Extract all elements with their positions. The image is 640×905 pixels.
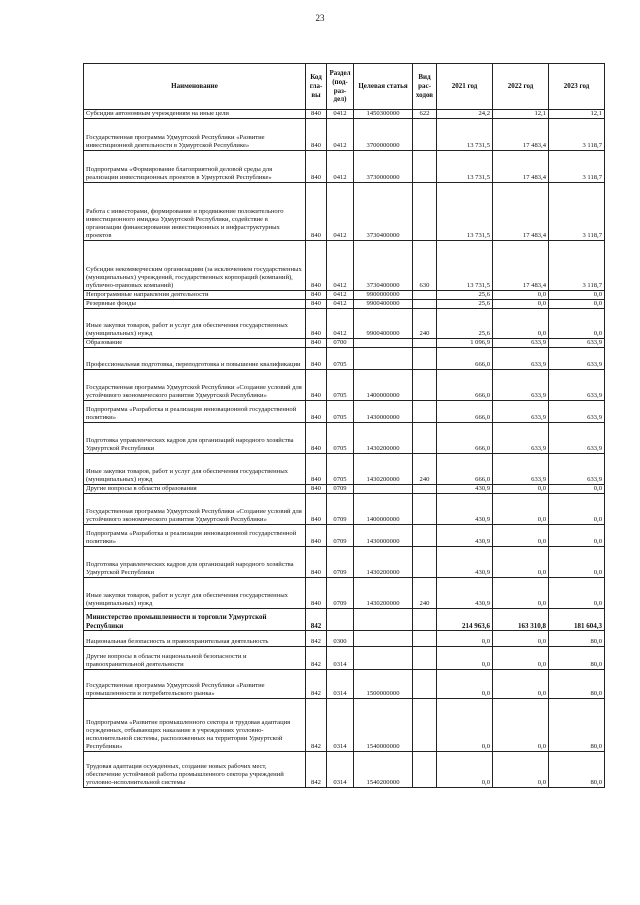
cell-v2023: 3 118,7 xyxy=(549,240,605,290)
cell-glava: 840 xyxy=(306,110,327,119)
cell-razdel: 0705 xyxy=(327,422,354,453)
table-row xyxy=(84,347,605,369)
cell-razdel: 0705 xyxy=(327,453,354,484)
cell-glava: 840 xyxy=(306,577,327,608)
cell-vid xyxy=(413,493,437,524)
cell-v2022: 633,9 xyxy=(493,453,549,484)
cell-v2022: 0,0 xyxy=(493,299,549,308)
cell-razdel: 0314 xyxy=(327,669,354,698)
cell-v2021: 214 963,6 xyxy=(437,608,493,630)
table-row xyxy=(84,400,605,422)
cell-target: 3730000000 xyxy=(354,150,413,182)
cell-v2021: 430,9 xyxy=(437,484,493,493)
table-row xyxy=(84,110,605,119)
cell-name: Государственная программа Удмуртской Республики «Создание условий для устойчивого экономического развития Удмуртской Республики» xyxy=(84,369,306,400)
cell-name: Подпрограмма «Разработка и реализация инновационной государственной политики» xyxy=(84,400,306,422)
cell-v2022: 0,0 xyxy=(493,524,549,546)
table-header-row xyxy=(84,64,605,110)
cell-glava: 840 xyxy=(306,422,327,453)
cell-glava: 840 xyxy=(306,182,327,240)
cell-v2021: 666,0 xyxy=(437,453,493,484)
cell-glava: 840 xyxy=(306,290,327,299)
table-row xyxy=(84,546,605,577)
cell-name: Непрограммные направления деятельности xyxy=(84,290,306,299)
cell-razdel xyxy=(327,608,354,630)
cell-target: 3730400000 xyxy=(354,182,413,240)
header-2023: 2023 год xyxy=(549,64,605,110)
table-row xyxy=(84,118,605,150)
cell-v2021: 666,0 xyxy=(437,347,493,369)
cell-v2022: 17 483,4 xyxy=(493,240,549,290)
cell-name: Другие вопросы в области образования xyxy=(84,484,306,493)
cell-razdel: 0705 xyxy=(327,400,354,422)
table-row xyxy=(84,338,605,347)
cell-name: Государственная программа Удмуртской Республики «Создание условий для устойчивого экономического развития Удмуртской Республики» xyxy=(84,493,306,524)
cell-glava: 840 xyxy=(306,546,327,577)
cell-target: 1500000000 xyxy=(354,669,413,698)
cell-razdel: 0412 xyxy=(327,182,354,240)
table-row xyxy=(84,240,605,290)
cell-vid xyxy=(413,290,437,299)
cell-razdel: 0709 xyxy=(327,484,354,493)
cell-target: 1430200000 xyxy=(354,453,413,484)
cell-v2023: 633,9 xyxy=(549,369,605,400)
header-glava: Код гла- вы xyxy=(306,64,327,110)
table-row xyxy=(84,630,605,646)
table-row xyxy=(84,524,605,546)
cell-v2023: 181 604,3 xyxy=(549,608,605,630)
cell-name: Подпрограмма «Формирование благоприятной деловой среды для реализации инвестиционных проектов в Удмуртской Республике» xyxy=(84,150,306,182)
cell-target xyxy=(354,347,413,369)
cell-v2022: 0,0 xyxy=(493,308,549,338)
cell-vid xyxy=(413,546,437,577)
cell-glava: 840 xyxy=(306,524,327,546)
cell-v2023: 633,9 xyxy=(549,422,605,453)
cell-v2021: 25,6 xyxy=(437,308,493,338)
cell-v2021: 666,0 xyxy=(437,369,493,400)
cell-v2023: 3 118,7 xyxy=(549,150,605,182)
cell-target: 9900400000 xyxy=(354,299,413,308)
cell-v2021: 0,0 xyxy=(437,646,493,669)
cell-v2021: 430,9 xyxy=(437,493,493,524)
cell-razdel: 0412 xyxy=(327,150,354,182)
cell-v2022: 0,0 xyxy=(493,493,549,524)
cell-v2023: 3 118,7 xyxy=(549,182,605,240)
cell-v2023: 80,0 xyxy=(549,669,605,698)
header-2022: 2022 год xyxy=(493,64,549,110)
cell-glava: 840 xyxy=(306,150,327,182)
cell-target: 1430200000 xyxy=(354,422,413,453)
cell-glava: 842 xyxy=(306,698,327,751)
cell-name: Субсидии некоммерческим организациям (за исключением государственных (муниципальных) учреждений, государственных корпораций (компаний), публично-правовых компаний) xyxy=(84,240,306,290)
cell-v2023: 633,9 xyxy=(549,453,605,484)
cell-vid xyxy=(413,369,437,400)
table-row xyxy=(84,646,605,669)
cell-target: 9900400000 xyxy=(354,308,413,338)
cell-razdel: 0705 xyxy=(327,347,354,369)
cell-name: Подготовка управленческих кадров для организаций народного хозяйства Удмуртской Республики xyxy=(84,422,306,453)
cell-target xyxy=(354,608,413,630)
cell-v2021: 24,2 xyxy=(437,110,493,119)
cell-v2021: 0,0 xyxy=(437,698,493,751)
cell-v2021: 0,0 xyxy=(437,751,493,787)
cell-v2023: 0,0 xyxy=(549,577,605,608)
cell-name: Образование xyxy=(84,338,306,347)
cell-vid: 630 xyxy=(413,240,437,290)
cell-razdel: 0412 xyxy=(327,110,354,119)
cell-vid: 240 xyxy=(413,453,437,484)
cell-razdel: 0412 xyxy=(327,240,354,290)
cell-v2022: 633,9 xyxy=(493,422,549,453)
cell-razdel: 0709 xyxy=(327,493,354,524)
cell-razdel: 0705 xyxy=(327,369,354,400)
cell-vid xyxy=(413,422,437,453)
cell-vid xyxy=(413,608,437,630)
cell-target: 1400000000 xyxy=(354,493,413,524)
cell-vid xyxy=(413,150,437,182)
cell-v2022: 0,0 xyxy=(493,698,549,751)
cell-v2021: 430,9 xyxy=(437,524,493,546)
cell-v2023: 80,0 xyxy=(549,751,605,787)
cell-v2022: 633,9 xyxy=(493,338,549,347)
cell-name: Государственная программа Удмуртской Республики «Развитие инвестиционной деятельности в Удмуртской Республике» xyxy=(84,118,306,150)
cell-v2023: 0,0 xyxy=(549,493,605,524)
cell-v2022: 633,9 xyxy=(493,347,549,369)
cell-glava: 840 xyxy=(306,484,327,493)
cell-name: Работа с инвесторами, формирование и продвижение положительного инвестиционного имиджа Удмуртской Республики, содействие в организации финансирования инвестиционных и инфраструктурных проектов xyxy=(84,182,306,240)
cell-v2023: 3 118,7 xyxy=(549,118,605,150)
cell-glava: 840 xyxy=(306,400,327,422)
cell-vid xyxy=(413,669,437,698)
cell-target: 9900000000 xyxy=(354,290,413,299)
cell-v2023: 80,0 xyxy=(549,698,605,751)
cell-v2022: 12,1 xyxy=(493,110,549,119)
cell-name: Подпрограмма «Развитие промышленного сектора и трудовая адаптация осужденных, отбывающих наказание в учреждениях уголовно-исполнительной системы, расположенных на территории Удмуртской Республики» xyxy=(84,698,306,751)
table-row xyxy=(84,299,605,308)
cell-v2021: 430,9 xyxy=(437,546,493,577)
cell-name: Субсидии автономным учреждениям на иные цели xyxy=(84,110,306,119)
cell-v2021: 13 731,5 xyxy=(437,182,493,240)
cell-vid xyxy=(413,630,437,646)
cell-target: 1430000000 xyxy=(354,400,413,422)
cell-razdel: 0709 xyxy=(327,546,354,577)
cell-vid xyxy=(413,698,437,751)
table-row xyxy=(84,369,605,400)
cell-name: Иные закупки товаров, работ и услуг для обеспечения государственных (муниципальных) нужд xyxy=(84,577,306,608)
cell-target: 3730400000 xyxy=(354,240,413,290)
cell-glava: 840 xyxy=(306,338,327,347)
cell-v2022: 17 483,4 xyxy=(493,118,549,150)
table-row xyxy=(84,422,605,453)
table-row xyxy=(84,698,605,751)
cell-vid: 240 xyxy=(413,308,437,338)
cell-v2021: 0,0 xyxy=(437,630,493,646)
cell-razdel: 0412 xyxy=(327,299,354,308)
cell-name: Трудовая адаптация осужденных, создание новых рабочих мест, обеспечение устойчивой работы промышленного сектора учреждений уголовно-исполнительной системы xyxy=(84,751,306,787)
cell-target: 1540000000 xyxy=(354,698,413,751)
cell-name: Государственная программа Удмуртской Республики «Развитие промышленности и потребительского рынка» xyxy=(84,669,306,698)
table-row xyxy=(84,453,605,484)
cell-target xyxy=(354,338,413,347)
cell-v2022: 633,9 xyxy=(493,400,549,422)
cell-name: Резервные фонды xyxy=(84,299,306,308)
cell-name: Подпрограмма «Разработка и реализация инновационной государственной политики» xyxy=(84,524,306,546)
table-row xyxy=(84,308,605,338)
cell-v2023: 0,0 xyxy=(549,308,605,338)
header-2021: 2021 год xyxy=(437,64,493,110)
budget-table xyxy=(83,63,605,788)
cell-target: 1430200000 xyxy=(354,546,413,577)
cell-v2022: 0,0 xyxy=(493,751,549,787)
cell-glava: 842 xyxy=(306,751,327,787)
cell-glava: 842 xyxy=(306,630,327,646)
cell-v2021: 666,0 xyxy=(437,422,493,453)
cell-razdel: 0300 xyxy=(327,630,354,646)
cell-v2021: 25,6 xyxy=(437,290,493,299)
cell-vid xyxy=(413,751,437,787)
cell-vid xyxy=(413,400,437,422)
cell-v2021: 13 731,5 xyxy=(437,118,493,150)
cell-v2022: 17 483,4 xyxy=(493,150,549,182)
cell-v2023: 0,0 xyxy=(549,299,605,308)
cell-glava: 840 xyxy=(306,347,327,369)
cell-target: 1430000000 xyxy=(354,524,413,546)
cell-target xyxy=(354,630,413,646)
header-razdel: Раздел (под- раз- дел) xyxy=(327,64,354,110)
table-row xyxy=(84,182,605,240)
cell-target xyxy=(354,484,413,493)
header-target: Целевая статья xyxy=(354,64,413,110)
cell-vid xyxy=(413,182,437,240)
cell-v2022: 0,0 xyxy=(493,646,549,669)
cell-glava: 840 xyxy=(306,118,327,150)
cell-vid xyxy=(413,524,437,546)
cell-target: 1540200000 xyxy=(354,751,413,787)
cell-name: Национальная безопасность и правоохранительная деятельность xyxy=(84,630,306,646)
cell-target: 1430200000 xyxy=(354,577,413,608)
header-vid: Вид рас- ходов xyxy=(413,64,437,110)
cell-target: 1450300000 xyxy=(354,110,413,119)
cell-vid: 240 xyxy=(413,577,437,608)
cell-v2022: 17 483,4 xyxy=(493,182,549,240)
cell-target xyxy=(354,646,413,669)
cell-razdel: 0412 xyxy=(327,308,354,338)
cell-v2023: 0,0 xyxy=(549,524,605,546)
table-row xyxy=(84,608,605,630)
cell-glava: 840 xyxy=(306,493,327,524)
cell-glava: 842 xyxy=(306,608,327,630)
table-row xyxy=(84,290,605,299)
table-row xyxy=(84,493,605,524)
cell-v2023: 633,9 xyxy=(549,347,605,369)
cell-v2023: 0,0 xyxy=(549,484,605,493)
cell-glava: 840 xyxy=(306,299,327,308)
cell-v2023: 12,1 xyxy=(549,110,605,119)
cell-v2021: 0,0 xyxy=(437,669,493,698)
cell-glava: 842 xyxy=(306,646,327,669)
cell-razdel: 0314 xyxy=(327,698,354,751)
cell-v2023: 633,9 xyxy=(549,338,605,347)
page-number: 23 xyxy=(315,13,325,23)
cell-name: Министерство промышленности и торговли Удмуртской Республики xyxy=(84,608,306,630)
cell-v2022: 0,0 xyxy=(493,484,549,493)
cell-v2022: 0,0 xyxy=(493,669,549,698)
cell-razdel: 0700 xyxy=(327,338,354,347)
cell-v2021: 1 096,9 xyxy=(437,338,493,347)
cell-v2022: 0,0 xyxy=(493,630,549,646)
cell-name: Подготовка управленческих кадров для организаций народного хозяйства Удмуртской Республики xyxy=(84,546,306,577)
cell-razdel: 0412 xyxy=(327,118,354,150)
cell-v2023: 80,0 xyxy=(549,630,605,646)
table-row xyxy=(84,577,605,608)
cell-razdel: 0709 xyxy=(327,524,354,546)
cell-v2023: 0,0 xyxy=(549,546,605,577)
cell-razdel: 0314 xyxy=(327,646,354,669)
cell-glava: 840 xyxy=(306,240,327,290)
cell-v2021: 25,6 xyxy=(437,299,493,308)
cell-vid xyxy=(413,347,437,369)
table-row xyxy=(84,751,605,787)
cell-v2022: 0,0 xyxy=(493,577,549,608)
cell-razdel: 0314 xyxy=(327,751,354,787)
cell-vid: 622 xyxy=(413,110,437,119)
table-row xyxy=(84,150,605,182)
cell-v2022: 0,0 xyxy=(493,546,549,577)
table-row xyxy=(84,669,605,698)
cell-target: 3700000000 xyxy=(354,118,413,150)
cell-v2023: 0,0 xyxy=(549,290,605,299)
cell-name: Другие вопросы в области национальной безопасности и правоохранительной деятельности xyxy=(84,646,306,669)
cell-v2022: 633,9 xyxy=(493,369,549,400)
cell-vid xyxy=(413,646,437,669)
cell-target: 1400000000 xyxy=(354,369,413,400)
cell-name: Иные закупки товаров, работ и услуг для обеспечения государственных (муниципальных) нужд xyxy=(84,308,306,338)
cell-v2021: 666,0 xyxy=(437,400,493,422)
header-name: Наименование xyxy=(84,64,306,110)
cell-v2021: 13 731,5 xyxy=(437,150,493,182)
cell-v2022: 163 310,8 xyxy=(493,608,549,630)
cell-vid xyxy=(413,299,437,308)
cell-name: Иные закупки товаров, работ и услуг для обеспечения государственных (муниципальных) нужд xyxy=(84,453,306,484)
cell-v2022: 0,0 xyxy=(493,290,549,299)
table-body xyxy=(84,110,605,788)
cell-glava: 840 xyxy=(306,308,327,338)
cell-name: Профессиональная подготовка, переподготовка и повышение квалификации xyxy=(84,347,306,369)
cell-vid xyxy=(413,118,437,150)
cell-razdel: 0412 xyxy=(327,290,354,299)
cell-glava: 840 xyxy=(306,369,327,400)
cell-v2023: 80,0 xyxy=(549,646,605,669)
cell-vid xyxy=(413,338,437,347)
table-row xyxy=(84,484,605,493)
cell-v2021: 13 731,5 xyxy=(437,240,493,290)
cell-glava: 842 xyxy=(306,669,327,698)
cell-v2023: 633,9 xyxy=(549,400,605,422)
cell-vid xyxy=(413,484,437,493)
cell-glava: 840 xyxy=(306,453,327,484)
cell-v2021: 430,9 xyxy=(437,577,493,608)
cell-razdel: 0709 xyxy=(327,577,354,608)
